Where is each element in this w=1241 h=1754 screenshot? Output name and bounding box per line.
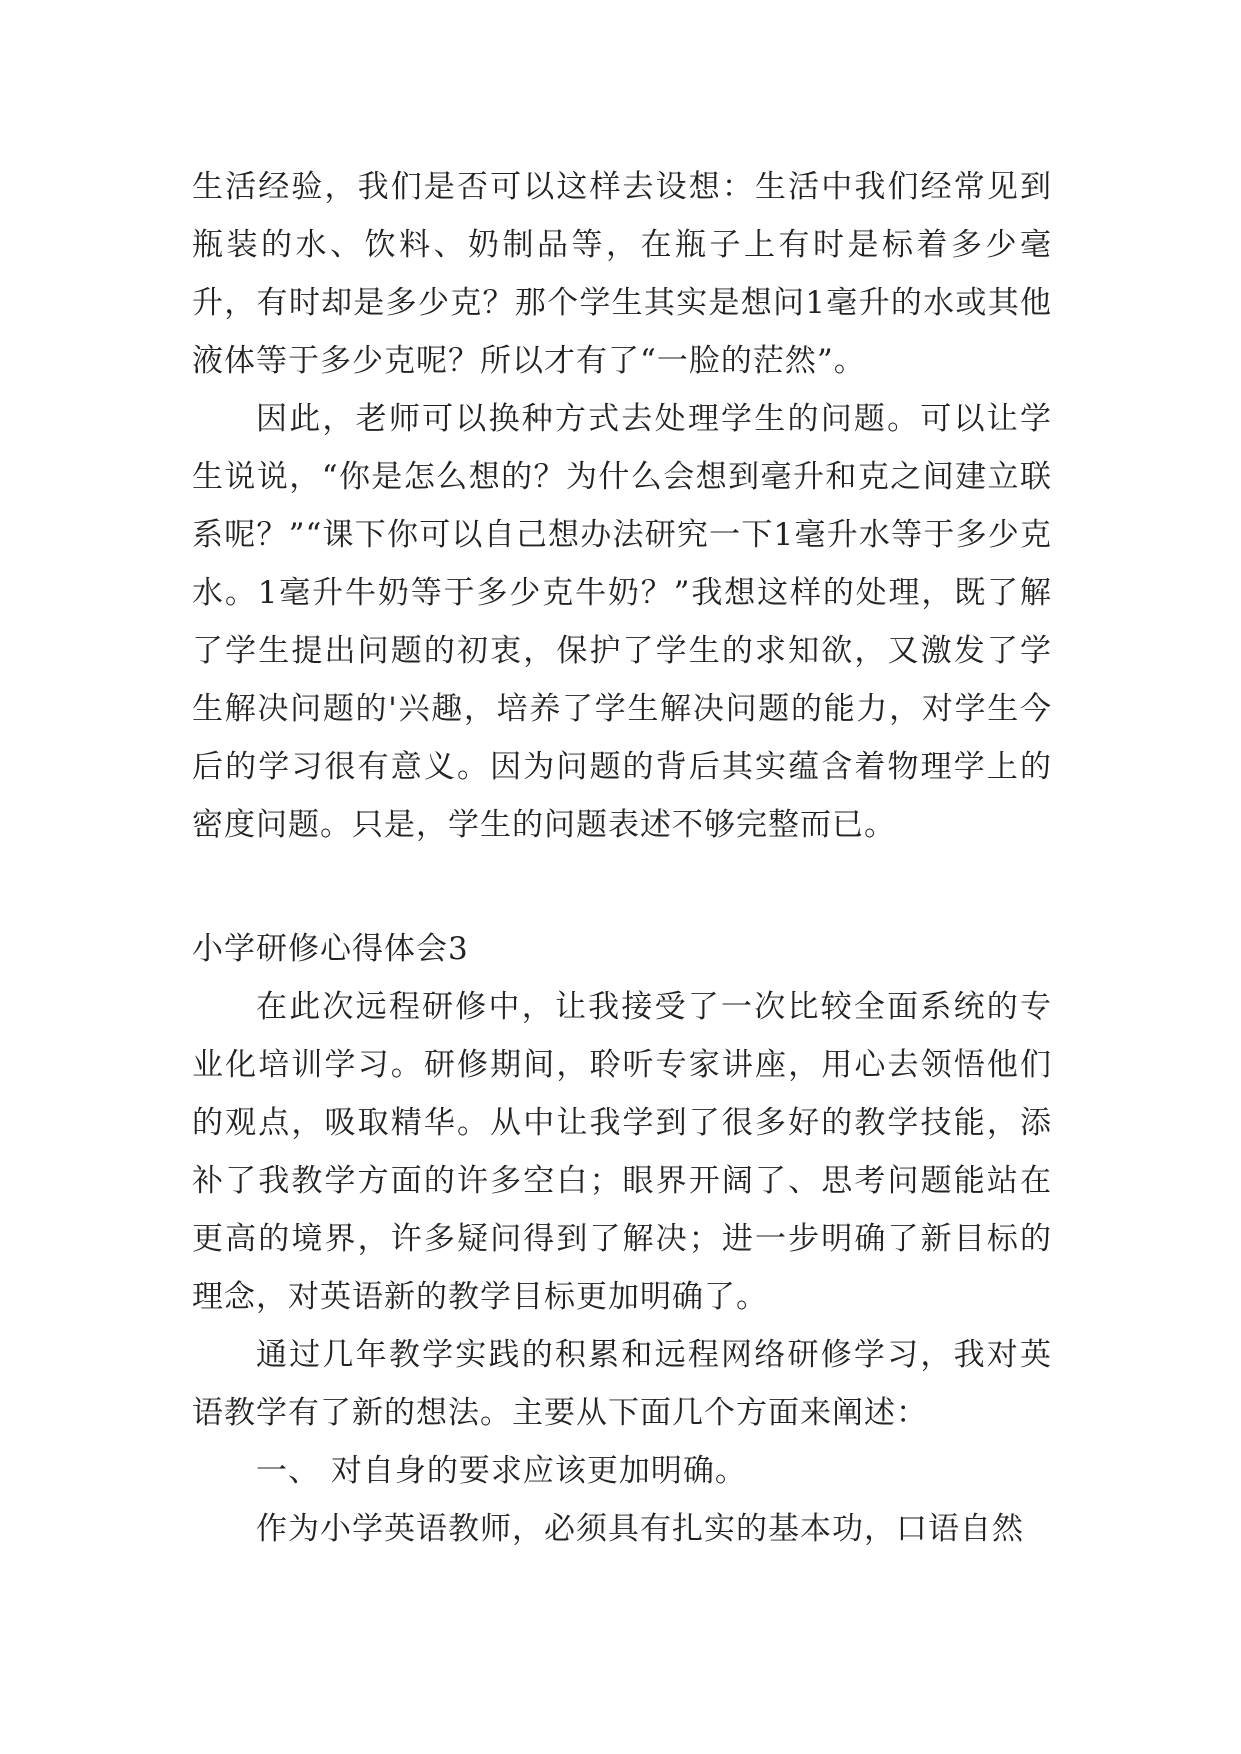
section-heading: 小学研修心得体会3 <box>192 931 469 967</box>
paragraph-continued: 生活经验，我们是否可以这样去设想：生活中我们经常见到瓶装的水、饮料、奶制品等，在瓶子上有时是标着多少毫升，有时却是多少克？那个学生其实是想问1毫升的水或其他液体等于多少克呢？所以才有了“一脸的茫然”。 <box>192 169 1052 379</box>
paragraph-truncated: 作为小学英语教师，必须具有扎实的基本功，口语自然 <box>256 1511 1024 1547</box>
paragraph: 在此次远程研修中，让我接受了一次比较全面系统的专业化培训学习。研修期间，聆听专家讲座，用心去领悟他们的观点，吸取精华。从中让我学到了很多好的教学技能，添补了我教学方面的许多空白；眼界开阔了、思考问题能站在更高的境界，许多疑问得到了解决；进一步明确了新目标的理念，对英语新的教学目标更加明确了。 <box>192 989 1052 1315</box>
section-b-body <box>192 978 1052 1558</box>
paragraph: 因此，老师可以换种方式去处理学生的问题。可以让学生说说，“你是怎么想的？为什么会想到毫升和克之间建立联系呢？”“课下你可以自己想办法研究一下1毫升水等于多少克水。1毫升牛奶等于多少克牛奶？”我想这样的处理，既了解了学生提出问题的初衷，保护了学生的求知欲，又激发了学生解决问题的'兴趣，培养了学生解决问题的能力，对学生今后的学习很有意义。因为问题的背后其实蕴含着物理学上的密度问题。只是，学生的问题表述不够完整而已。 <box>192 401 1052 843</box>
list-heading: 一、 对自身的要求应该更加明确。 <box>256 1453 747 1489</box>
section-a-body <box>192 158 1052 854</box>
paragraph: 通过几年教学实践的积累和远程网络研修学习，我对英语教学有了新的想法。主要从下面几个方面来阐述： <box>192 1337 1052 1431</box>
